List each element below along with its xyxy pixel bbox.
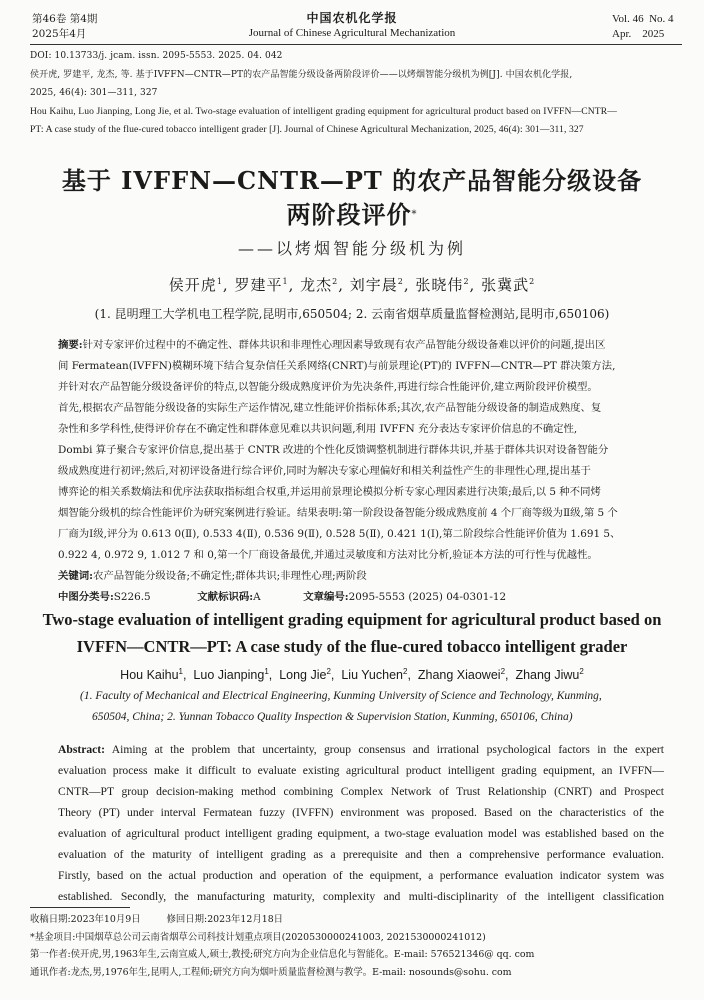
date-line: 收稿日期:2023年10月9日 修回日期:2023年12月18日 xyxy=(30,914,284,925)
citation-cn-line: 2025, 46(4): 301—311, 327 xyxy=(30,88,158,98)
author-en: Luo Jianping$^1$ xyxy=(193,667,269,683)
abstract-en-line: Theory (PT) under interval Fermatean fuzzy (IVFFN) environment was proposed. Based on the characteristics of the xyxy=(58,806,664,819)
first-author-note: 第一作者:侯开虎,男,1963年生,云南宣威人,硕士,教授;研究方向为企业信息化与智能化。E-mail: 576521346@ qq. com xyxy=(30,949,535,960)
keywords-label: 关键词: xyxy=(58,570,94,582)
abstract-line: 博弈论的相关系数熵法和优序法获取指标组合权重,并运用前景理论模拟分析专家心理因素进行决策;最后,以 5 种不同烤 xyxy=(58,486,601,498)
paper-title xyxy=(0,164,704,232)
citation-block xyxy=(30,47,682,140)
author-en: Long Jie$^2$ xyxy=(279,667,331,683)
title-en-line: IVFFN—CNTR—PT: A case study of the flue-cured tobacco intelligent grader xyxy=(76,637,628,656)
abstract-line: 针对专家评价过程中的不确定性、群体共识和非理性心理因素导致现有农产品智能分级设备难以评价的问题,提出区 xyxy=(82,339,606,351)
author: 龙杰$^2$ xyxy=(300,276,339,294)
author-en: Zhang Jiwu$^2$ xyxy=(515,667,584,683)
abstract-label: 摘要: xyxy=(58,339,83,351)
citation-en-line: PT: A case study of the flue-cured tobacco intelligent grader [J]. Journal of Chinese Agricultural Mechanization, 2025, 46(4): 301—311, 327 xyxy=(30,124,584,135)
header-rule xyxy=(30,44,682,45)
journal-name-cn: 中国农机化学报 xyxy=(306,11,398,25)
article-number: 2095-5553 (2025) 04-0301-12 xyxy=(348,591,507,603)
author-list-en: Hou Kaihu$^1$, Luo Jianping$^1$, Long Jie$^2$, Liu Yuchen$^2$, Zhang Xiaowei$^2$, Zhang Jiwu$^2$ xyxy=(120,667,584,683)
affiliation-en-line: (1. Faculty of Mechanical and Electrical Engineering, Kunming University of Science and Technology, Kunming, xyxy=(80,690,602,702)
keywords-cn xyxy=(58,566,664,587)
doi: DOI: 10.13733/j. jcam. issn. 2095-5553. 2025. 04. 042 xyxy=(30,51,283,61)
abstract-en-line: established. Secondly, the manufacturing maturity, complexity and multi-disciplinarity of the intelligent classification xyxy=(58,890,664,903)
author-list-cn: 侯开虎$^1$, 罗建平$^1$, 龙杰$^2$, 刘宇晨$^2$, 张晓伟$^2$, 张冀武$^2$ xyxy=(168,276,536,294)
keywords-text: 农产品智能分级设备;不确定性;群体共识;非理性心理;两阶段 xyxy=(93,570,367,582)
month-en: Apr. xyxy=(612,28,632,40)
title-en-line: Two-stage evaluation of intelligent grading equipment for agricultural product based on xyxy=(42,610,662,629)
classification-info: 中图分类号:S226.5 文献标识码:A 文章编号:2095-5553 (2025) 04-0301-12 xyxy=(58,591,507,603)
abstract-cn xyxy=(58,335,664,566)
document-code: A xyxy=(253,591,261,603)
abstract-line: 间 Fermatean(IVFFN)模糊环境下结合复杂信任关系网络(CNRT)与前景理论(PT)的 IVFFN—CNTR—PT 群决策方法, xyxy=(58,360,616,372)
number-en: No. 4 xyxy=(649,13,674,25)
abstract-line: 0.922 4, 0.972 9, 1.012 7 和 0,第一个厂商设备最优,并通过灵敏度和方法对比分析,验证本方法的可行性与优越性。 xyxy=(58,549,598,561)
affiliation-cn: (1. 昆明理工大学机电工程学院,昆明市,650504; 2. 云南省烟草质量监督检测站,昆明市,650106) xyxy=(94,307,610,321)
fund-note: *基金项目:中国烟草总公司云南省烟草公司科技计划重点项目(2020530000241003, 2021530000241012) xyxy=(30,931,486,943)
title-line: 基于 IVFFN—CNTR—PT 的农产品智能分级设备 xyxy=(61,166,643,195)
citation-cn-line: 侯开虎, 罗建平, 龙杰, 等. 基于IVFFN—CNTR—PT的农产品智能分级设备两阶段评价——以烤烟智能分级机为例[J]. 中国农机化学报, xyxy=(30,69,573,80)
fund-mark: * xyxy=(411,209,418,220)
abstract-line: 首先,根据农产品智能分级设备的实际生产运作情况,建立性能评价指标体系;其次,农产品智能分级设备的制造成熟度、复 xyxy=(58,402,602,414)
paper-subtitle: ——以烤烟智能分级机为例 xyxy=(237,239,466,258)
clc-number: S226.5 xyxy=(113,591,151,603)
author: 刘宇晨$^2$ xyxy=(349,276,404,294)
journal-name-en: Journal of Chinese Agricultural Mechanization xyxy=(248,27,456,39)
footnote-rule xyxy=(30,907,130,908)
abstract-en xyxy=(58,739,664,907)
affiliation-en xyxy=(80,686,640,728)
abstract-en-line: Firstly, based on the actual production and operation of the equipment, a performance evaluation indicator system was xyxy=(58,869,664,882)
footnotes xyxy=(30,911,682,981)
author: 侯开虎$^1$ xyxy=(168,276,223,294)
author: 张晓伟$^2$ xyxy=(415,276,470,294)
author: 罗建平$^1$ xyxy=(234,276,289,294)
running-header-center xyxy=(0,11,704,41)
author-en: Zhang Xiaowei$^2$ xyxy=(417,667,506,683)
abstract-en-line: CNTR—PT group decision-making method combining Complex Network of Trust Relationship (CNRT) and Prospect xyxy=(58,785,664,798)
title-line: 两阶段评价 xyxy=(286,200,412,229)
abstract-en-line: evaluation process make it difficult to evaluate existing agricultural product intelligent grading equipment, an IVFFN— xyxy=(58,764,664,777)
abstract-line: 级成熟度进行初评;然后,对初评设备进行综合评价,同时为解决专家心理偏好和相关利益性产生的非理性心理,提出基于 xyxy=(58,465,591,477)
author-en: Liu Yuchen$^2$ xyxy=(341,667,408,683)
citation-en-line: Hou Kaihu, Luo Jianping, Long Jie, et al. Two-stage evaluation of intelligent grading equipment for agricultural product based on IVFFN—CNTR— xyxy=(30,105,617,117)
paper-title-en xyxy=(40,606,664,660)
abstract-en-line: evaluation of the maturity of intelligent grading as a prerequisite and then a comprehensive performance evaluation. xyxy=(58,848,664,861)
year-en: 2025 xyxy=(642,28,665,40)
affiliation-en-line: 650504, China; 2. Yunnan Tobacco Quality Inspection & Supervision Station, Kunming, 650106, China) xyxy=(92,711,573,723)
volume-en: Vol. 46 xyxy=(612,13,644,25)
corresponding-author-note: 通讯作者:龙杰,男,1976年生,昆明人,工程师;研究方向为烟叶质量监督检测与教学。E-mail: nosounds@sohu. com xyxy=(30,966,512,978)
author-en: Hou Kaihu$^1$ xyxy=(120,667,183,683)
abstract-line: Dombi 算子聚合专家评价信息,提出基于 CNTR 改进的个性化反馈调整机制进行群体共识,并基于群体共识对设备智能分 xyxy=(58,444,609,456)
abstract-line: 厂商为Ⅰ级,评分为 0.613 0(Ⅱ), 0.533 4(Ⅱ), 0.536 9(Ⅱ), 0.528 5(Ⅱ), 0.421 1(Ⅰ),第二阶段综合性能评价值为 1.691 5、 xyxy=(58,528,621,540)
abstract-en-line: evaluation of agricultural product intelligent grading equipment, a two-stage evaluation model was established based on the xyxy=(58,827,664,840)
abstract-en-line: Aiming at the problem that uncertainty, group consensus and irrational psychological factors in the expert xyxy=(111,743,664,756)
abstract-line: 烟智能分级机的综合性能评价为研究案例进行验证。结果表明:第一阶段设备智能分级成熟度前 4 个厂商等级为Ⅱ级,第 5 个 xyxy=(58,507,618,519)
running-header-right xyxy=(612,12,678,42)
volume-issue: 第46卷 第4期 xyxy=(32,13,98,25)
revised-date: 2023年12月18日 xyxy=(207,914,284,925)
issue-date: 2025年4月 xyxy=(32,28,87,40)
received-date: 2023年10月9日 xyxy=(70,914,141,925)
abstract-en-label: Abstract: xyxy=(58,743,106,756)
abstract-line: 并针对农产品智能分级设备评价的特点,以智能分级成熟度评价为先决条件,再进行综合性能评价,建立两阶段评价模型。 xyxy=(58,381,598,393)
abstract-line: 杂性和多学科性,使得评价存在不确定性和群体意见难以共识问题,利用 IVFFN 充分表达专家评价信息的不确定性, xyxy=(58,423,578,435)
author: 张冀武$^2$ xyxy=(481,276,536,294)
